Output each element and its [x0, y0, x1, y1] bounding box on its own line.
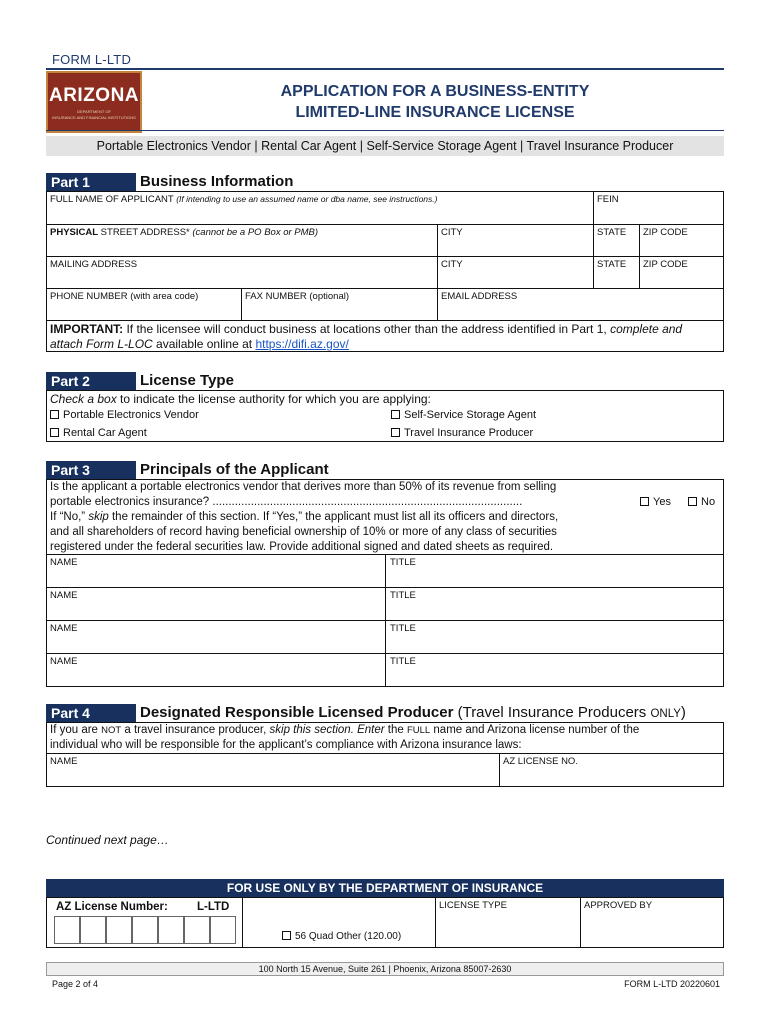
license-digit-cell[interactable]	[184, 916, 210, 944]
principal-name-field-1[interactable]: NAME	[50, 557, 78, 568]
part4-title-only: ONLY	[650, 708, 681, 720]
no-label: No	[701, 496, 716, 508]
instr-text: to indicate the license authority for which you are applying:	[116, 392, 431, 406]
col-divider	[435, 897, 436, 948]
part4-title-close: )	[680, 704, 686, 721]
physical-note: (cannot be a PO Box or PMB)	[189, 227, 319, 238]
drlp-d: name and Arizona license number of the	[430, 724, 640, 736]
drlp-skip: skip this section. Enter	[269, 724, 385, 736]
license-types-bar: Portable Electronics Vendor | Rental Car Agent | Self-Service Storage Agent | Travel Insurance Producer	[46, 136, 724, 156]
principals-line3	[50, 511, 558, 523]
license-digit-cell[interactable]	[158, 916, 184, 944]
part1-tag: Part 1	[46, 173, 136, 192]
option-storage-label: Self-Service Storage Agent	[404, 409, 537, 421]
header-rule	[46, 68, 724, 70]
checkbox-portable[interactable]	[50, 410, 59, 419]
principal-name-field-2[interactable]: NAME	[50, 590, 78, 601]
row-divider	[46, 320, 724, 321]
part4-title-suffix: (Travel Insurance Producers	[453, 704, 651, 721]
license-digit-cell[interactable]	[54, 916, 80, 944]
important-text: If the licensee will conduct business at locations other than the address identified in Part 1,	[123, 322, 611, 336]
license-type-field[interactable]: LICENSE TYPE	[439, 900, 507, 911]
part1-title: Business Information	[140, 173, 294, 190]
form-title-line2: LIMITED-LINE INSURANCE LICENSE	[295, 104, 575, 121]
check-a-box: Check a box	[50, 392, 117, 406]
continued-note: Continued next page…	[46, 833, 169, 847]
logo-subtitle-2: INSURANCE AND FINANCIAL INSTITUTIONS	[52, 115, 136, 120]
col-divider	[593, 224, 594, 288]
checkbox-quad[interactable]	[282, 931, 291, 940]
row-divider	[46, 753, 724, 754]
office-use-heading: FOR USE ONLY BY THE DEPARTMENT OF INSURANCE	[46, 879, 724, 897]
no-option[interactable]	[688, 496, 715, 508]
principal-title-field-1[interactable]: TITLE	[390, 557, 416, 568]
option-self-storage[interactable]	[391, 409, 536, 421]
principals-line5: registered under the federal securities law. Provide additional signed and dated sheets as required.	[50, 541, 554, 553]
license-digit-cell[interactable]	[80, 916, 106, 944]
license-digit-cell[interactable]	[210, 916, 236, 944]
az-license-number-label: AZ License Number:	[56, 901, 168, 913]
option-portable-label: Portable Electronics Vendor	[63, 409, 199, 421]
row-divider	[46, 288, 724, 289]
mailing-city-field[interactable]: CITY	[441, 259, 463, 270]
yes-option[interactable]	[640, 496, 671, 508]
lltd-label: L-LTD	[197, 901, 230, 913]
part2-title: License Type	[140, 372, 234, 389]
form-title-line1: APPLICATION FOR A BUSINESS-ENTITY	[280, 83, 590, 100]
col-divider	[241, 288, 242, 320]
principal-name-field-3[interactable]: NAME	[50, 623, 78, 634]
fax-field[interactable]: FAX NUMBER (optional)	[245, 291, 350, 302]
row-divider	[46, 256, 724, 257]
quad-label: 56 Quad Other (120.00)	[295, 931, 402, 942]
arizona-logo	[46, 71, 142, 133]
part2-tag: Part 2	[46, 372, 136, 391]
important-italic: complete and	[610, 322, 683, 336]
drlp-a: If you are	[50, 724, 102, 736]
yes-label: Yes	[653, 496, 671, 508]
physical-label: STREET ADDRESS*	[98, 227, 190, 238]
difi-link[interactable]: https://difi.az.gov/	[255, 337, 349, 351]
drlp-az-license-field[interactable]: AZ LICENSE NO.	[503, 756, 578, 767]
col-divider	[499, 753, 500, 787]
full-name-field[interactable]	[50, 194, 437, 205]
checkbox-yes[interactable]	[640, 497, 649, 506]
important-note-line1	[50, 322, 682, 336]
logo-word: ARIZONA	[48, 85, 140, 106]
quad-option[interactable]	[282, 931, 401, 942]
drlp-line2: individual who will be responsible for the applicant’s compliance with Arizona insurance laws:	[50, 739, 522, 751]
physical-bold: PHYSICAL	[50, 227, 99, 238]
full-name-label: FULL NAME OF APPLICANT	[50, 194, 174, 205]
phone-field[interactable]: PHONE NUMBER (with area code)	[50, 291, 199, 302]
option-travel-label: Travel Insurance Producer	[404, 427, 534, 439]
important-bold: IMPORTANT:	[50, 322, 124, 336]
drlp-name-field[interactable]: NAME	[50, 756, 78, 767]
if-no-b: the remainder of this section. If “Yes,” the applicant must list all its officers and directors,	[108, 511, 559, 523]
principal-name-field-4[interactable]: NAME	[50, 656, 78, 667]
checkbox-storage[interactable]	[391, 410, 400, 419]
drlp-full: FULL	[406, 725, 431, 736]
principals-question-line2: portable electronics insurance? .................................................................................................	[50, 496, 523, 508]
principal-title-field-4[interactable]: TITLE	[390, 656, 416, 667]
drlp-line1	[50, 724, 639, 736]
checkbox-rental[interactable]	[50, 428, 59, 437]
title-rule	[46, 130, 724, 131]
form-number: FORM L-LTD 20220601	[624, 979, 720, 989]
license-digit-cell[interactable]	[132, 916, 158, 944]
mailing-state-field[interactable]: STATE	[597, 259, 627, 270]
important-line2-italic: attach Form L-LOC	[50, 337, 153, 351]
checkbox-no[interactable]	[688, 497, 697, 506]
drlp-not: NOT	[101, 725, 122, 736]
physical-zip-field[interactable]: ZIP CODE	[643, 227, 688, 238]
license-type-instructions	[50, 392, 431, 406]
principal-title-field-3[interactable]: TITLE	[390, 623, 416, 634]
principals-question-line1: Is the applicant a portable electronics vendor that derives more than 50% of its revenue from selling	[50, 481, 557, 493]
part4-title	[140, 704, 686, 721]
mailing-address-field[interactable]: MAILING ADDRESS	[50, 259, 138, 270]
col-divider	[580, 897, 581, 948]
if-no-a: If “No,”	[50, 511, 89, 523]
mailing-zip-field[interactable]: ZIP CODE	[643, 259, 688, 270]
part4-title-main: Designated Responsible Licensed Producer	[140, 704, 454, 721]
col-divider	[639, 224, 640, 288]
part3-tag: Part 3	[46, 461, 136, 480]
principal-title-field-2[interactable]: TITLE	[390, 590, 416, 601]
logo-subtitle-1: DEPARTMENT OF	[77, 109, 111, 114]
important-line2-text: available online at	[152, 337, 256, 351]
physical-city-field[interactable]: CITY	[441, 227, 463, 238]
footer-address: 100 North 15 Avenue, Suite 261 | Phoenix, Arizona 85007-2630	[46, 962, 724, 976]
col-divider	[385, 554, 386, 687]
principals-line4: and all shareholders of record having beneficial ownership of 10% or more of any class of securities	[50, 526, 557, 538]
option-rental-label: Rental Car Agent	[63, 427, 147, 439]
col-divider	[437, 224, 438, 320]
drlp-c: the	[384, 724, 407, 736]
part3-title: Principals of the Applicant	[140, 461, 329, 478]
row-divider	[46, 224, 724, 225]
col-divider	[242, 897, 243, 948]
option-rental-car[interactable]	[50, 427, 147, 439]
if-no-skip: skip	[88, 511, 109, 523]
physical-address-field[interactable]	[50, 227, 318, 238]
drlp-b: a travel insurance producer,	[121, 724, 270, 736]
license-digit-cell[interactable]	[106, 916, 132, 944]
option-portable-electronics[interactable]	[50, 409, 199, 421]
fein-field[interactable]: FEIN	[597, 194, 619, 205]
checkbox-travel[interactable]	[391, 428, 400, 437]
email-field[interactable]: EMAIL ADDRESS	[441, 291, 518, 302]
page-number: Page 2 of 4	[52, 979, 99, 989]
option-travel[interactable]	[391, 427, 533, 439]
physical-state-field[interactable]: STATE	[597, 227, 627, 238]
approved-by-field[interactable]: APPROVED BY	[584, 900, 653, 911]
full-name-note: (If intending to use an assumed name or dba name, see instructions.)	[176, 194, 438, 204]
important-note-line2	[50, 337, 349, 351]
part4-tag: Part 4	[46, 704, 136, 723]
form-code: FORM L-LTD	[52, 52, 132, 67]
col-divider	[593, 191, 594, 224]
